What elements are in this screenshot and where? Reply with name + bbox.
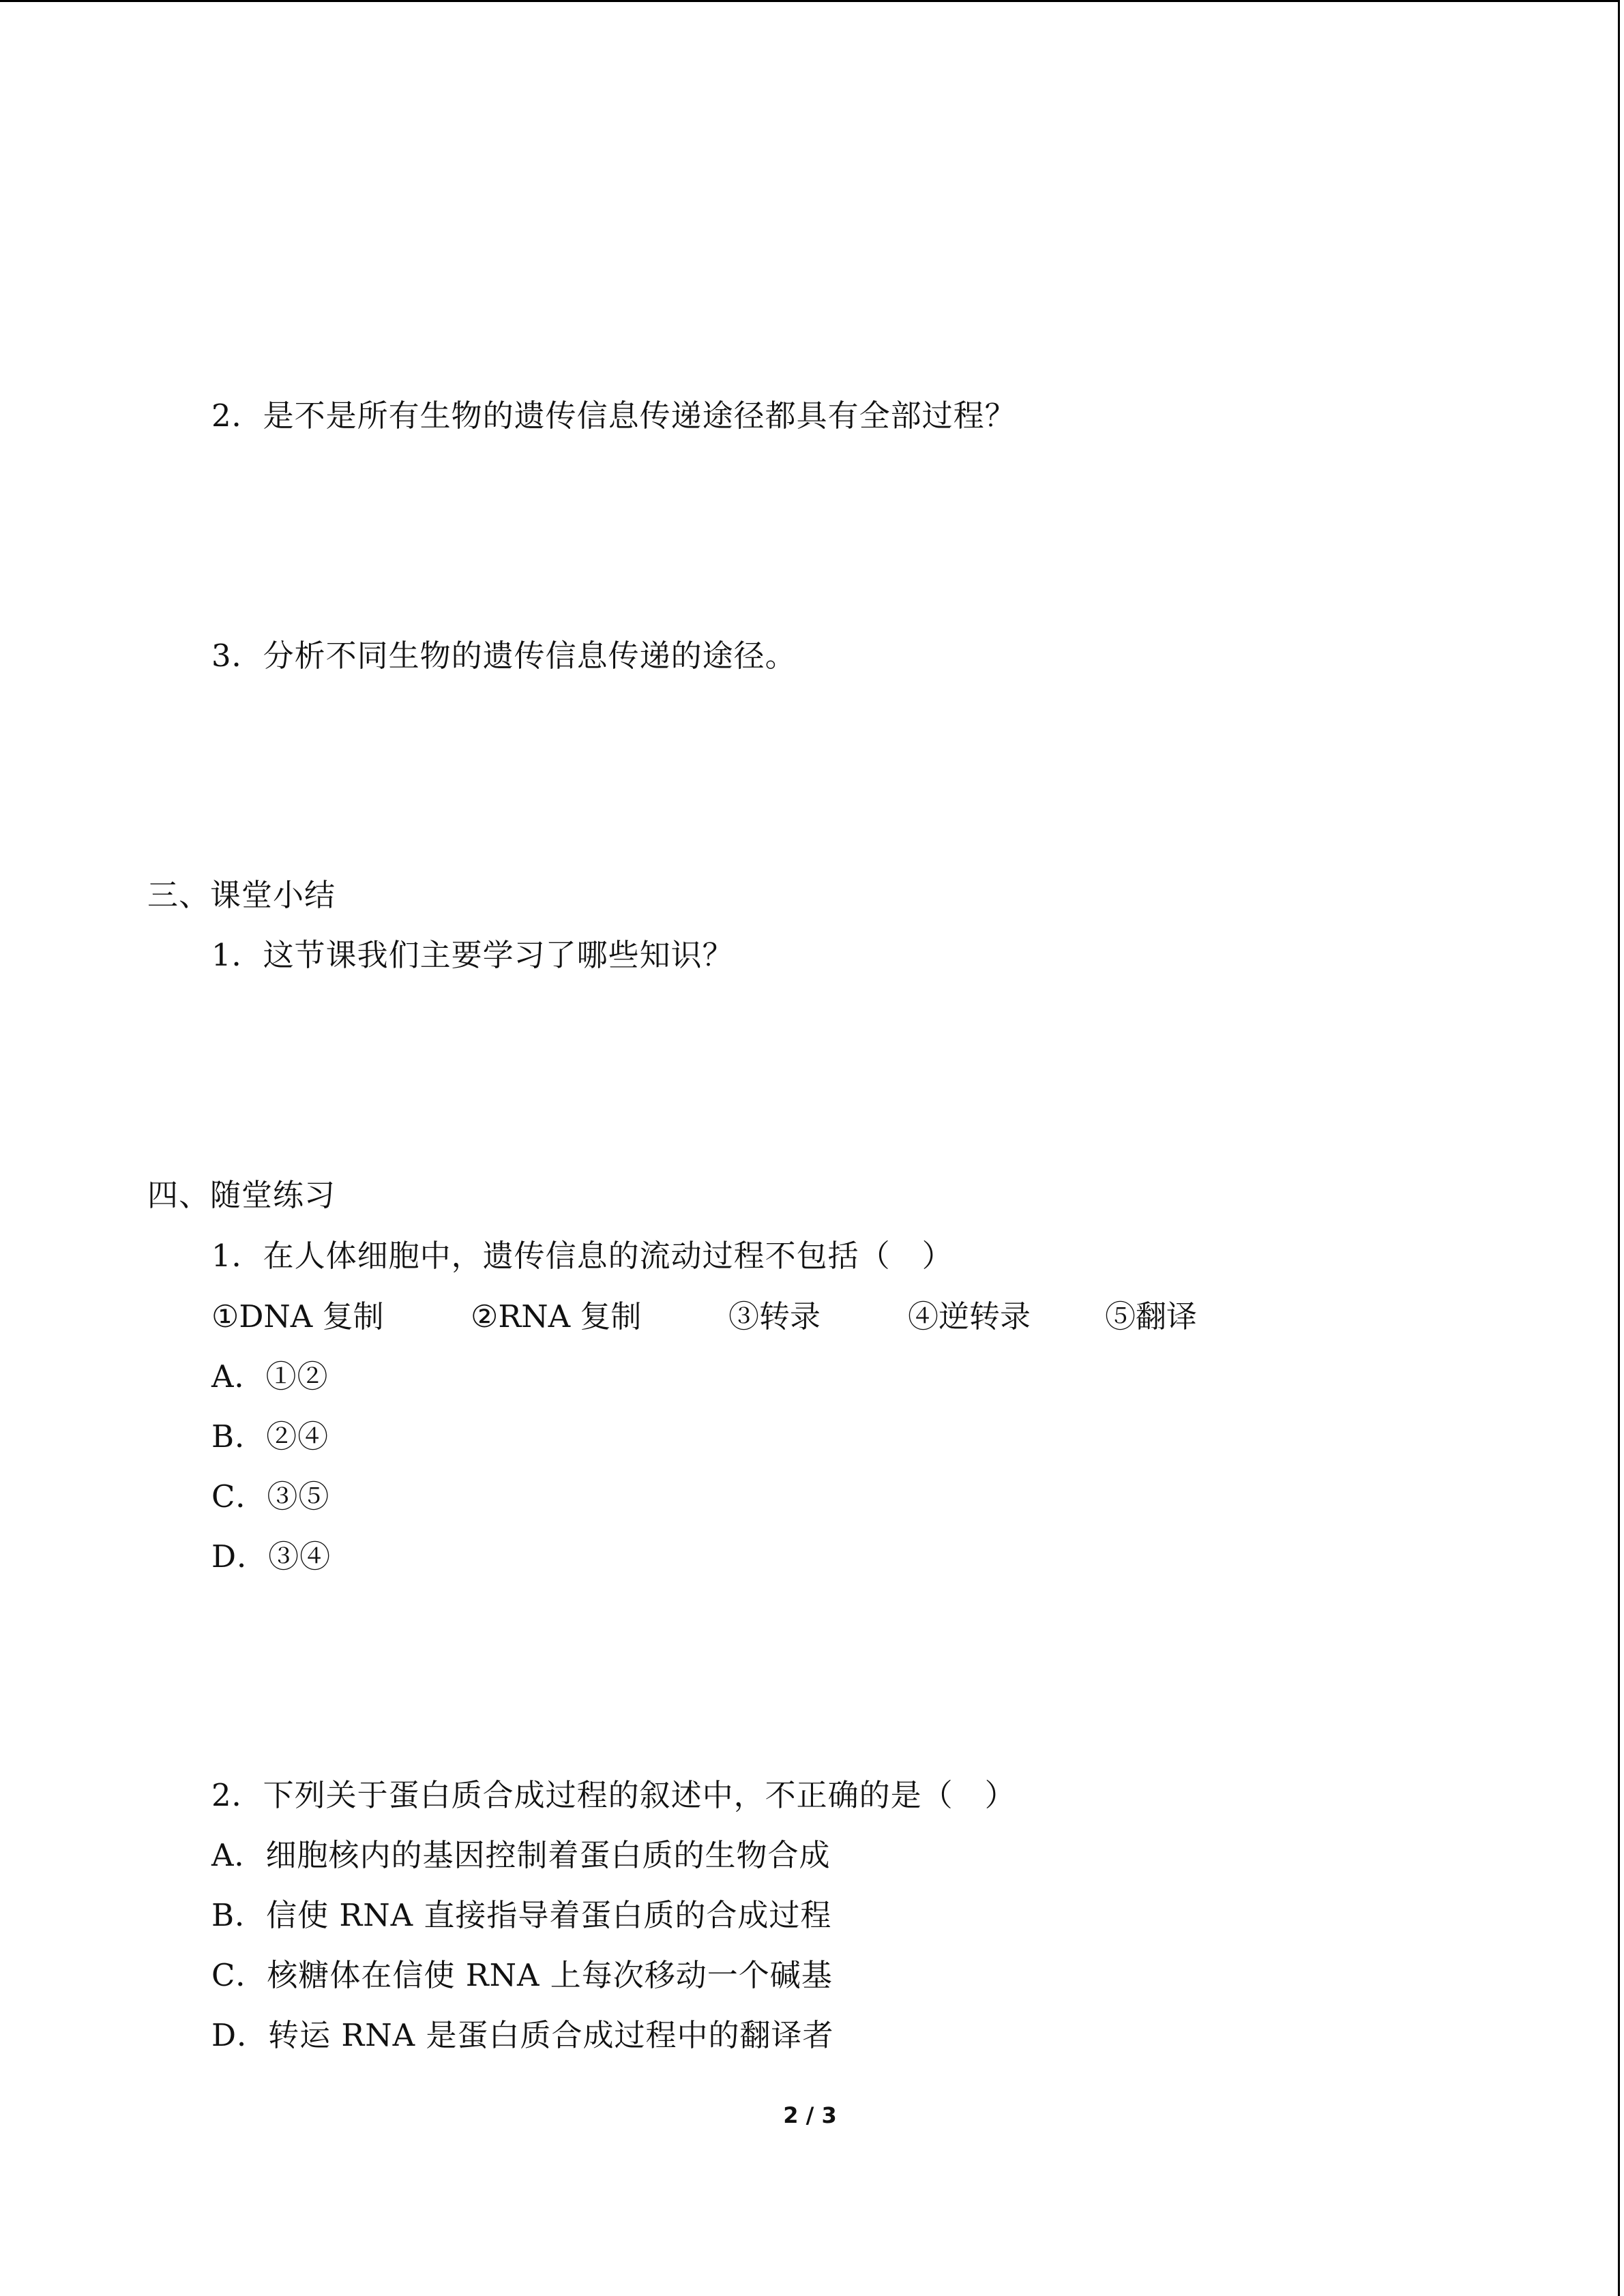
item-translation: ⑤翻译 [1105,1298,1198,1335]
exercise-1-items [0,1296,1620,1337]
exercise-2-choice-c: C．核糖体在信使 RNA 上每次移动一个碱基 [211,1957,833,1993]
exercise-1-stem: 1．在人体细胞中，遗传信息的流动过程不包括（ ） [211,1238,954,1274]
section-3-heading: 三、课堂小结 [147,877,336,913]
question-2-text: 2．是不是所有生物的遗传信息传递途径都具有全部过程？ [211,398,1016,434]
section-4-heading: 四、随堂练习 [147,1177,336,1213]
exercise-2-stem: 2．下列关于蛋白质合成过程的叙述中，不正确的是（ ） [211,1777,1016,1813]
item-reverse-transcription: ④逆转录 [908,1298,1031,1335]
item-transcription: ③转录 [728,1298,821,1335]
item-dna-replication: ①DNA 复制 [211,1298,384,1335]
exercise-1-choice-d: D．③④ [211,1538,331,1575]
exercise-2-choice-a: A．细胞核内的基因控制着蛋白质的生物合成 [211,1837,831,1873]
summary-question-1: 1．这节课我们主要学习了哪些知识？ [211,937,734,973]
exercise-1-choice-b: B．②④ [211,1418,329,1455]
page-number: 2 / 3 [783,2102,837,2128]
exercise-2-choice-d: D．转运 RNA 是蛋白质合成过程中的翻译者 [211,2017,834,2053]
item-rna-replication: ②RNA 复制 [471,1298,642,1335]
exercise-2-choice-b: B．信使 RNA 直接指导着蛋白质的合成过程 [211,1897,832,1933]
exercise-1-choice-a: A．①② [211,1358,329,1395]
question-3-text: 3．分析不同生物的遗传信息传递的途径。 [211,638,797,674]
exercise-1-choice-c: C．③⑤ [211,1478,330,1515]
